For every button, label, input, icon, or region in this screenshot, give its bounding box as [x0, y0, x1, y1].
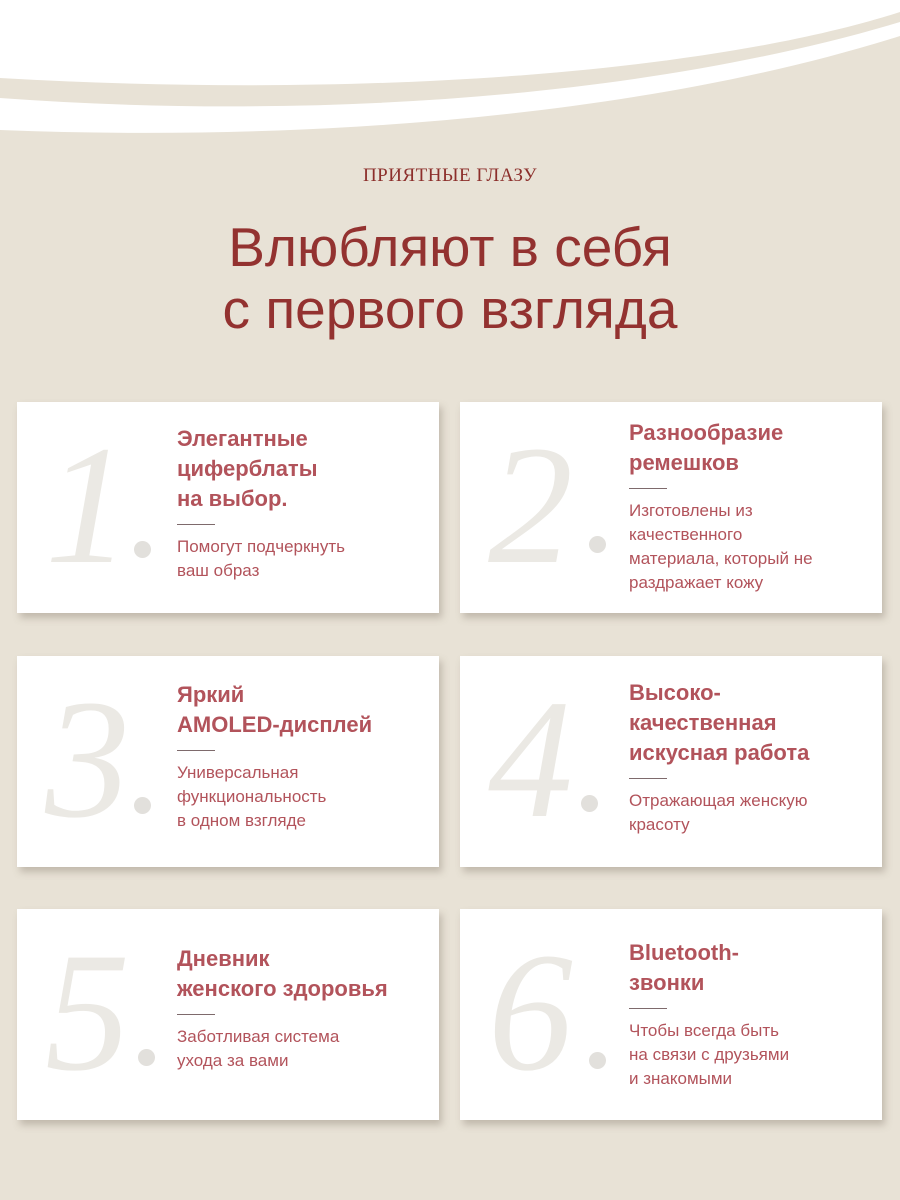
numeral-dot: [581, 795, 598, 812]
feature-description: [177, 535, 427, 583]
page-title-line-1: Влюбляют в себя: [228, 216, 672, 278]
feature-number: 6: [488, 918, 573, 1106]
feature-description-line: материала, который не: [629, 549, 813, 568]
feature-description-line: в одном взгляде: [177, 811, 306, 830]
feature-title-line: Яркий: [177, 682, 245, 707]
feature-title-line: циферблаты: [177, 456, 318, 481]
feature-description-line: на связи с друзьями: [629, 1045, 790, 1064]
numeral-dot: [134, 797, 151, 814]
feature-description: [629, 789, 870, 837]
feature-title-line: Элегантные: [177, 426, 308, 451]
feature-description-line: функциональность: [177, 787, 327, 806]
feature-description-line: Изготовлены из: [629, 501, 753, 520]
feature-number: 1: [45, 411, 130, 599]
feature-number: 3: [45, 665, 130, 853]
feature-title: [629, 418, 870, 478]
feature-description-line: Чтобы всегда быть: [629, 1021, 779, 1040]
feature-description-line: Заботливая система: [177, 1027, 340, 1046]
feature-description-line: Универсальная: [177, 763, 299, 782]
feature-title-line: ремешков: [629, 450, 739, 475]
feature-title: [177, 680, 427, 740]
feature-description-line: Отражающая женскую: [629, 791, 808, 810]
feature-description-line: раздражает кожу: [629, 573, 764, 592]
divider: [177, 524, 215, 525]
numeral-dot: [589, 536, 606, 553]
feature-title-line: Высоко-: [629, 680, 721, 705]
feature-description-line: и знакомыми: [629, 1069, 733, 1088]
feature-card-6: [460, 909, 882, 1120]
feature-title: [629, 678, 870, 768]
feature-title: [177, 424, 427, 514]
feature-card-2: [460, 402, 882, 613]
page-title: [0, 216, 900, 340]
feature-card-4: [460, 656, 882, 867]
feature-title-line: искусная работа: [629, 740, 810, 765]
feature-title-line: на выбор.: [177, 486, 288, 511]
feature-title-line: качественная: [629, 710, 777, 735]
feature-title: [629, 938, 870, 998]
feature-title: [177, 944, 427, 1004]
feature-description: [177, 1025, 427, 1073]
feature-description: [177, 761, 427, 833]
feature-title-line: Разнообразие: [629, 420, 784, 445]
feature-description-line: Помогут подчеркнуть: [177, 537, 345, 556]
feature-title-line: AMOLED-дисплей: [177, 712, 373, 737]
divider: [629, 488, 667, 489]
feature-description-line: качественного: [629, 525, 743, 544]
divider: [629, 778, 667, 779]
page-title-line-2: с первого взгляда: [222, 278, 678, 340]
section-eyebrow: ПРИЯТНЫЕ ГЛАЗУ: [362, 165, 538, 186]
feature-title-line: женского здоровья: [177, 976, 388, 1001]
divider: [629, 1008, 667, 1009]
feature-title-line: звонки: [629, 970, 705, 995]
feature-description-line: ваш образ: [177, 561, 260, 580]
numeral-dot: [134, 541, 151, 558]
feature-number: 4: [488, 665, 573, 853]
feature-description: [629, 1019, 870, 1091]
feature-number: 5: [45, 918, 130, 1106]
feature-card-3: [17, 656, 439, 867]
feature-card-5: [17, 909, 439, 1120]
feature-title-line: Bluetooth-: [629, 940, 739, 965]
feature-card-1: [17, 402, 439, 613]
feature-description: [629, 499, 870, 595]
feature-title-line: Дневник: [177, 946, 270, 971]
numeral-dot: [138, 1049, 155, 1066]
decorative-swoosh: [0, 0, 900, 150]
divider: [177, 1014, 215, 1015]
numeral-dot: [589, 1052, 606, 1069]
feature-description-line: красоту: [629, 815, 690, 834]
divider: [177, 750, 215, 751]
feature-number: 2: [488, 411, 573, 599]
feature-description-line: ухода за вами: [177, 1051, 289, 1070]
